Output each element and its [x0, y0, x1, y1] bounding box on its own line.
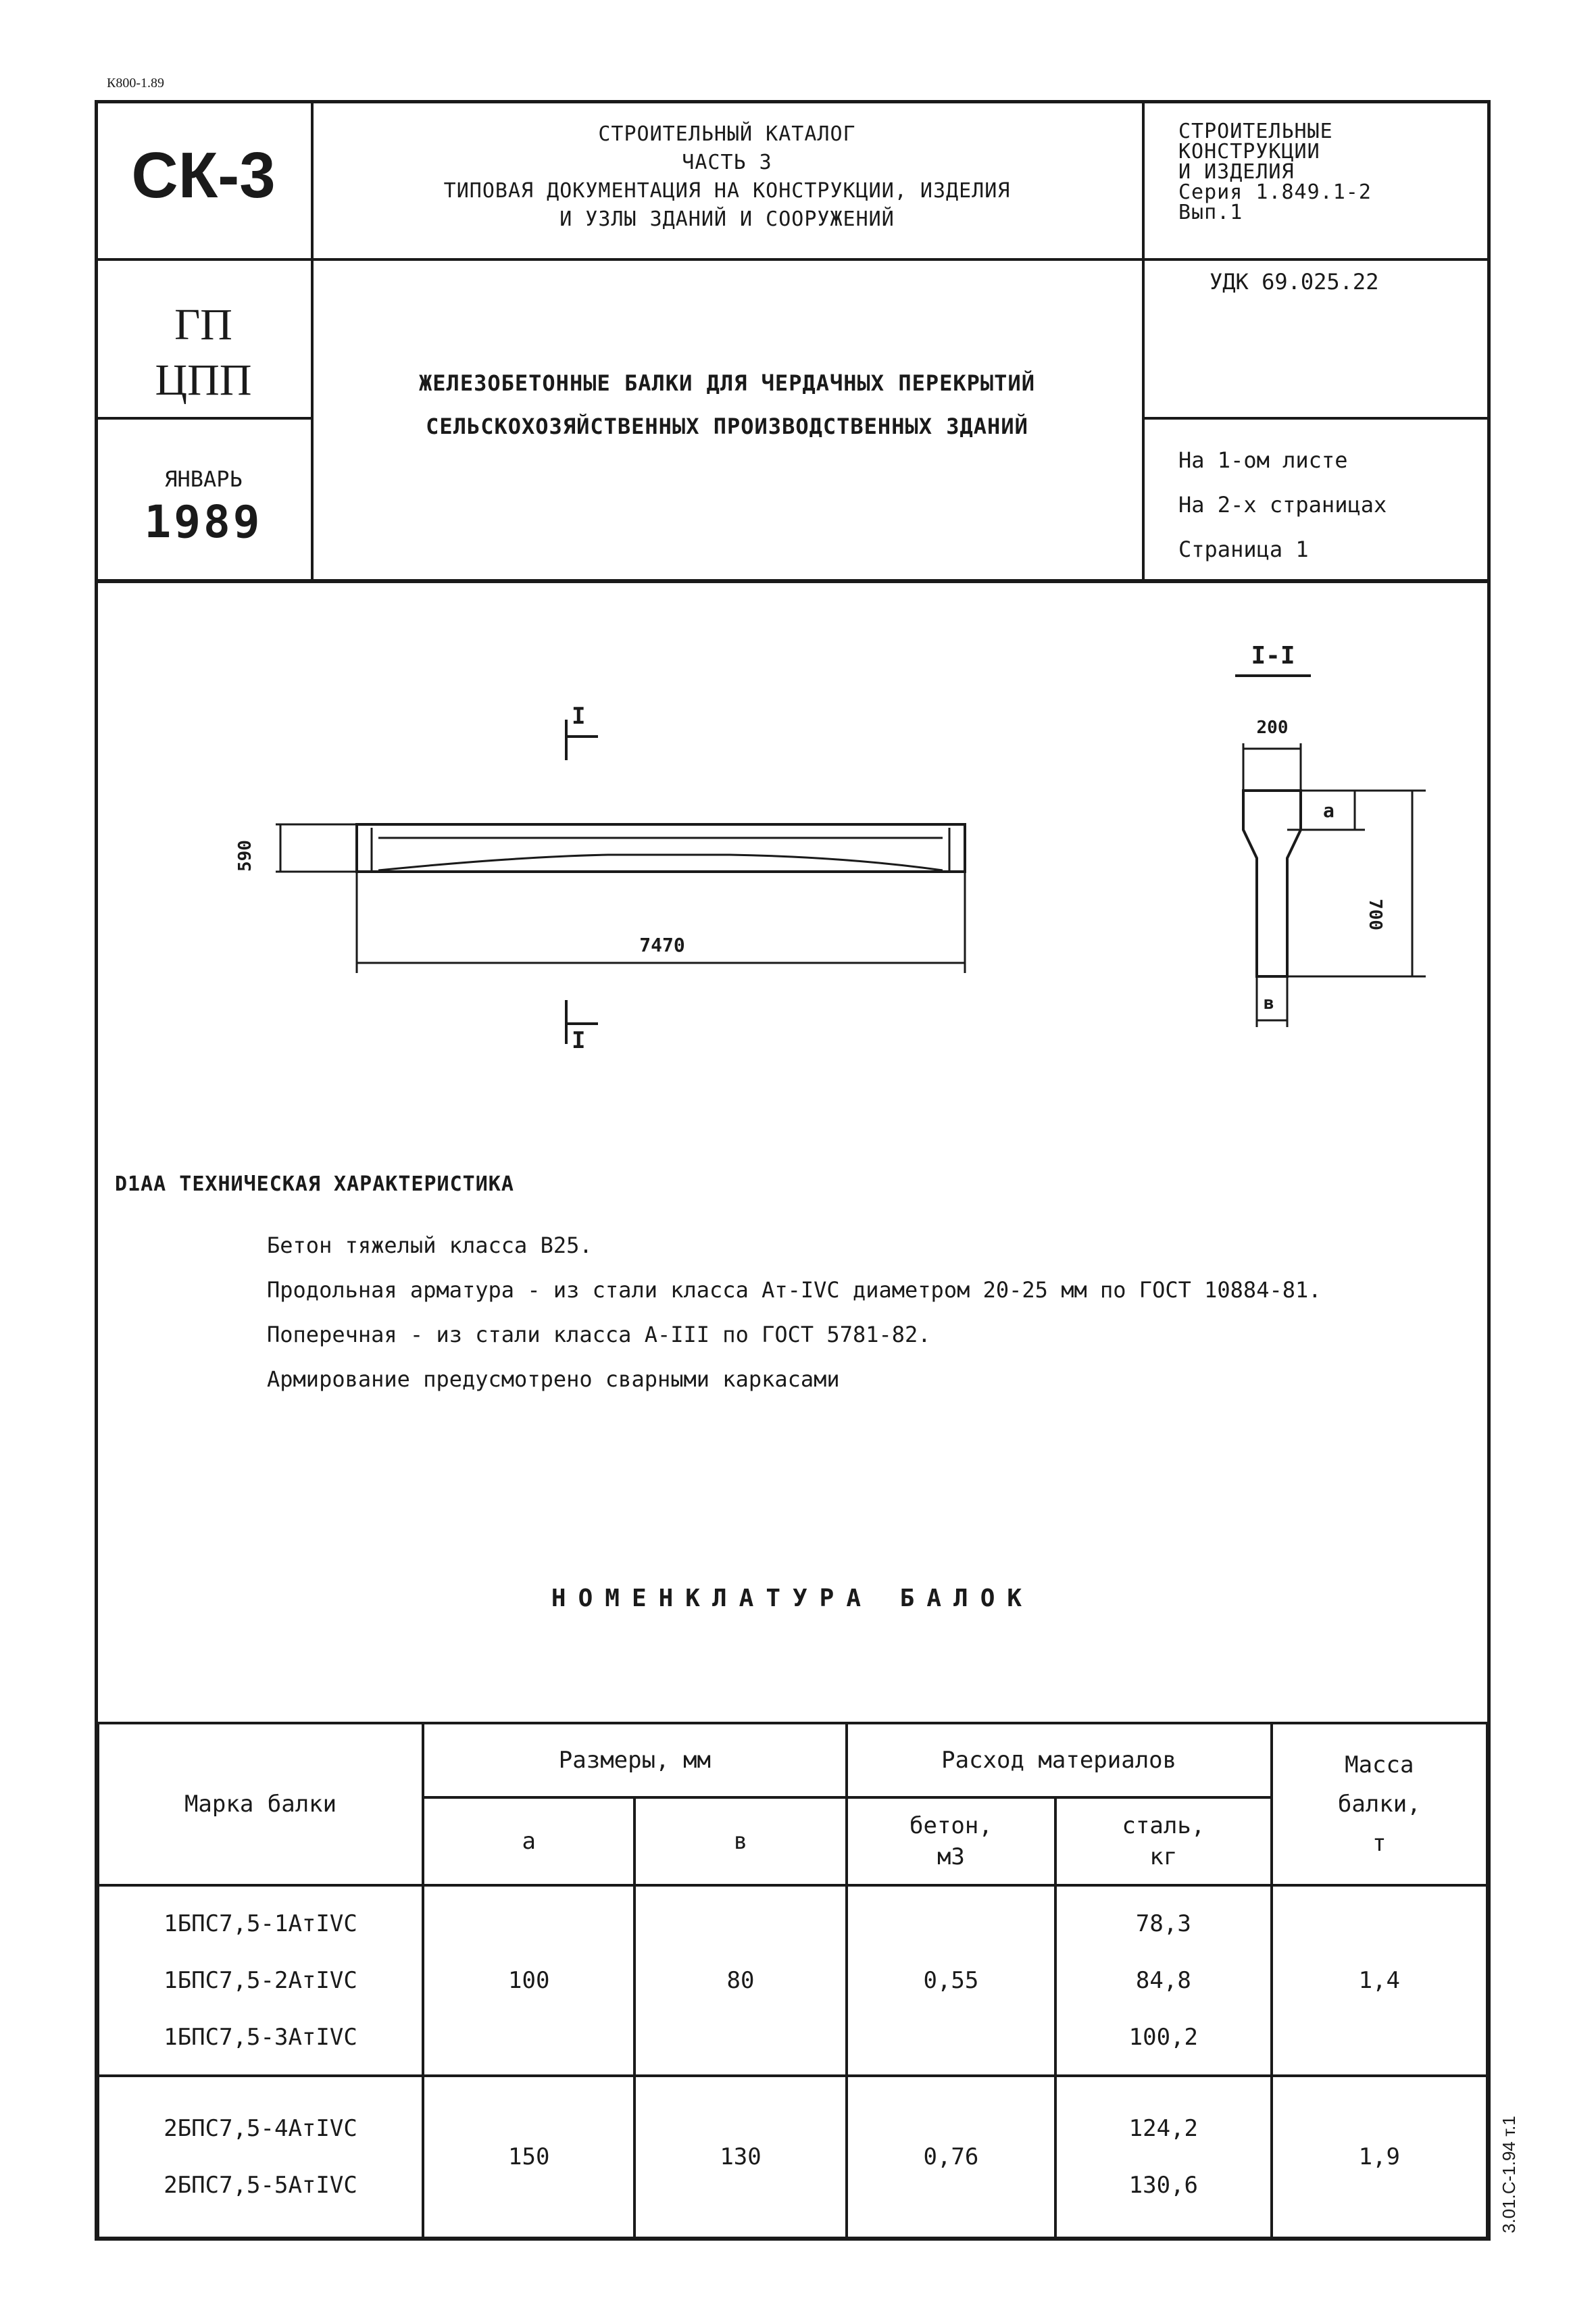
- mark-cell: [98, 1885, 423, 2076]
- header-row-divider-3: [1142, 417, 1491, 420]
- beam-mark: 1БПС7,5-3АтIVС: [164, 2024, 357, 2051]
- header-steel-line: сталь,: [1122, 1812, 1205, 1839]
- steel-value: 130,6: [1128, 2172, 1199, 2199]
- mark-cell: [98, 2076, 423, 2238]
- header-row-divider-2: [95, 417, 311, 420]
- issue-year: 1989: [144, 496, 263, 548]
- catalog-line: СТРОИТЕЛЬНЫЙ КАТАЛОГ: [598, 122, 856, 146]
- series-line: И ИЗДЕЛИЯ: [1178, 160, 1295, 184]
- table-row: [98, 1885, 1487, 2076]
- mass-cell: 1,4: [1272, 1885, 1487, 2076]
- udk-code: УДК 69.025.22: [1210, 269, 1379, 295]
- table-row: [98, 2076, 1487, 2238]
- dim-a-cell: 150: [423, 2076, 634, 2238]
- section-b-label: в: [1264, 993, 1274, 1014]
- title-line: СЕЛЬСКОХОЗЯЙСТВЕННЫХ ПРОИЗВОДСТВЕННЫХ ЗДАНИЙ: [426, 414, 1028, 439]
- document-code: К800-1.89: [107, 76, 164, 91]
- beam-height-dim: [276, 824, 357, 872]
- header-mass-line: Масса: [1345, 1751, 1414, 1778]
- dim-b-cell: 130: [634, 2076, 846, 2238]
- steel-value: 84,8: [1135, 1967, 1191, 1994]
- sheet-info-line: На 1-ом листе: [1178, 447, 1348, 473]
- header-divider-right: [1142, 100, 1145, 582]
- series-line: Вып.1: [1178, 201, 1243, 224]
- series-line: Серия 1.849.1-2: [1178, 180, 1372, 204]
- catalog-logo: СК-3: [131, 139, 276, 211]
- sheet-info-line: На 2-х страницах: [1178, 492, 1387, 518]
- header-mass-line: т: [1372, 1830, 1387, 1857]
- beam-drawing: [0, 608, 1596, 1216]
- section-height-dim: [1287, 791, 1426, 976]
- header-steel-line: кг: [1149, 1843, 1178, 1870]
- steel-value: 124,2: [1128, 2115, 1199, 2142]
- series-line: СТРОИТЕЛЬНЫЕ: [1178, 120, 1333, 143]
- header-b: в: [634, 1797, 846, 1885]
- section-title: I-I: [1251, 642, 1295, 670]
- side-stamp: 3.01.С-1.94 т.1: [1499, 2116, 1519, 2233]
- nomenclature-table: [97, 1722, 1489, 2239]
- beam-mark: 1БПС7,5-2АтIVС: [164, 1967, 357, 1994]
- section-a-label: а: [1323, 799, 1335, 822]
- dim-a-cell: 100: [423, 1885, 634, 2076]
- header-mark: Марка балки: [98, 1723, 423, 1885]
- tech-line: Продольная арматура - из стали класса Ат-IVС диаметром 20-25 мм по ГОСТ 10884-81.: [267, 1277, 1322, 1303]
- beam-length-label: 7470: [639, 934, 685, 956]
- header-divider-left: [311, 100, 314, 582]
- header-concrete-line: бетон,: [909, 1812, 993, 1839]
- tech-line: Поперечная - из стали класса А-III по ГОСТ 5781-82.: [267, 1322, 931, 1347]
- series-info: [1178, 122, 1482, 223]
- header-mass-line: балки,: [1337, 1791, 1421, 1818]
- catalog-line: ТИПОВАЯ ДОКУМЕНТАЦИЯ НА КОНСТРУКЦИИ, ИЗДЕЛИЯ: [443, 179, 1011, 203]
- catalog-description: [314, 120, 1140, 234]
- beam-mark: 2БПС7,5-4АтIVС: [164, 2115, 357, 2142]
- organization-line: ЦПП: [155, 355, 252, 405]
- catalog-line: И УЗЛЫ ЗДАНИЙ И СООРУЖЕНИЙ: [559, 207, 895, 231]
- dim-b-cell: 80: [634, 1885, 846, 2076]
- section-mark-top: I: [572, 703, 586, 730]
- section-mark-bottom: I: [572, 1027, 586, 1054]
- header-materials: Расход материалов: [847, 1723, 1272, 1797]
- title-line: ЖЕЛЕЗОБЕТОННЫЕ БАЛКИ ДЛЯ ЧЕРДАЧНЫХ ПЕРЕКРЫТИЙ: [419, 370, 1035, 396]
- steel-cell: [1055, 2076, 1271, 2238]
- header-a: а: [423, 1797, 634, 1885]
- section-top-width-dim: [1243, 743, 1301, 791]
- beam-mark: 2БПС7,5-5АтIVС: [164, 2172, 357, 2199]
- header-concrete-line: м3: [937, 1843, 965, 1870]
- tech-line: Бетон тяжелый класса В25.: [267, 1233, 593, 1258]
- tech-specs: [267, 1223, 1322, 1401]
- organization-line: ГП: [174, 300, 232, 349]
- header-concrete: [847, 1797, 1055, 1885]
- section-height-label: 700: [1365, 899, 1385, 930]
- beam-height-label: 590: [235, 840, 255, 872]
- section-top-width-label: 200: [1256, 718, 1289, 738]
- issue-month: ЯНВАРЬ: [164, 466, 243, 492]
- mass-cell: 1,9: [1272, 2076, 1487, 2238]
- document-title: [314, 362, 1140, 448]
- concrete-cell: 0,76: [847, 2076, 1055, 2238]
- header-mass: [1272, 1723, 1487, 1885]
- concrete-cell: 0,55: [847, 1885, 1055, 2076]
- catalog-line: ЧАСТЬ 3: [682, 151, 772, 174]
- header-row-divider-1: [95, 258, 1491, 261]
- header-dims: Размеры, мм: [423, 1723, 847, 1797]
- steel-cell: [1055, 1885, 1271, 2076]
- header-steel: [1055, 1797, 1271, 1885]
- beam-mark: 1БПС7,5-1АтIVС: [164, 1910, 357, 1937]
- series-line: КОНСТРУКЦИИ: [1178, 140, 1320, 164]
- steel-value: 78,3: [1135, 1910, 1191, 1937]
- beam-length-dim: [357, 872, 965, 973]
- sheet-info: [1178, 438, 1387, 572]
- organization: [99, 297, 308, 408]
- sheet-info-line: Страница 1: [1178, 537, 1309, 562]
- tech-heading: D1AA ТЕХНИЧЕСКАЯ ХАРАКТЕРИСТИКА: [115, 1172, 514, 1196]
- beam-inner-contour: [372, 828, 949, 870]
- tech-line: Армирование предусмотрено сварными каркасами: [267, 1366, 840, 1392]
- nomenclature-title: НОМЕНКЛАТУРА БАЛОК: [551, 1585, 1034, 1612]
- cross-section: [1243, 791, 1301, 976]
- steel-value: 100,2: [1128, 2024, 1199, 2051]
